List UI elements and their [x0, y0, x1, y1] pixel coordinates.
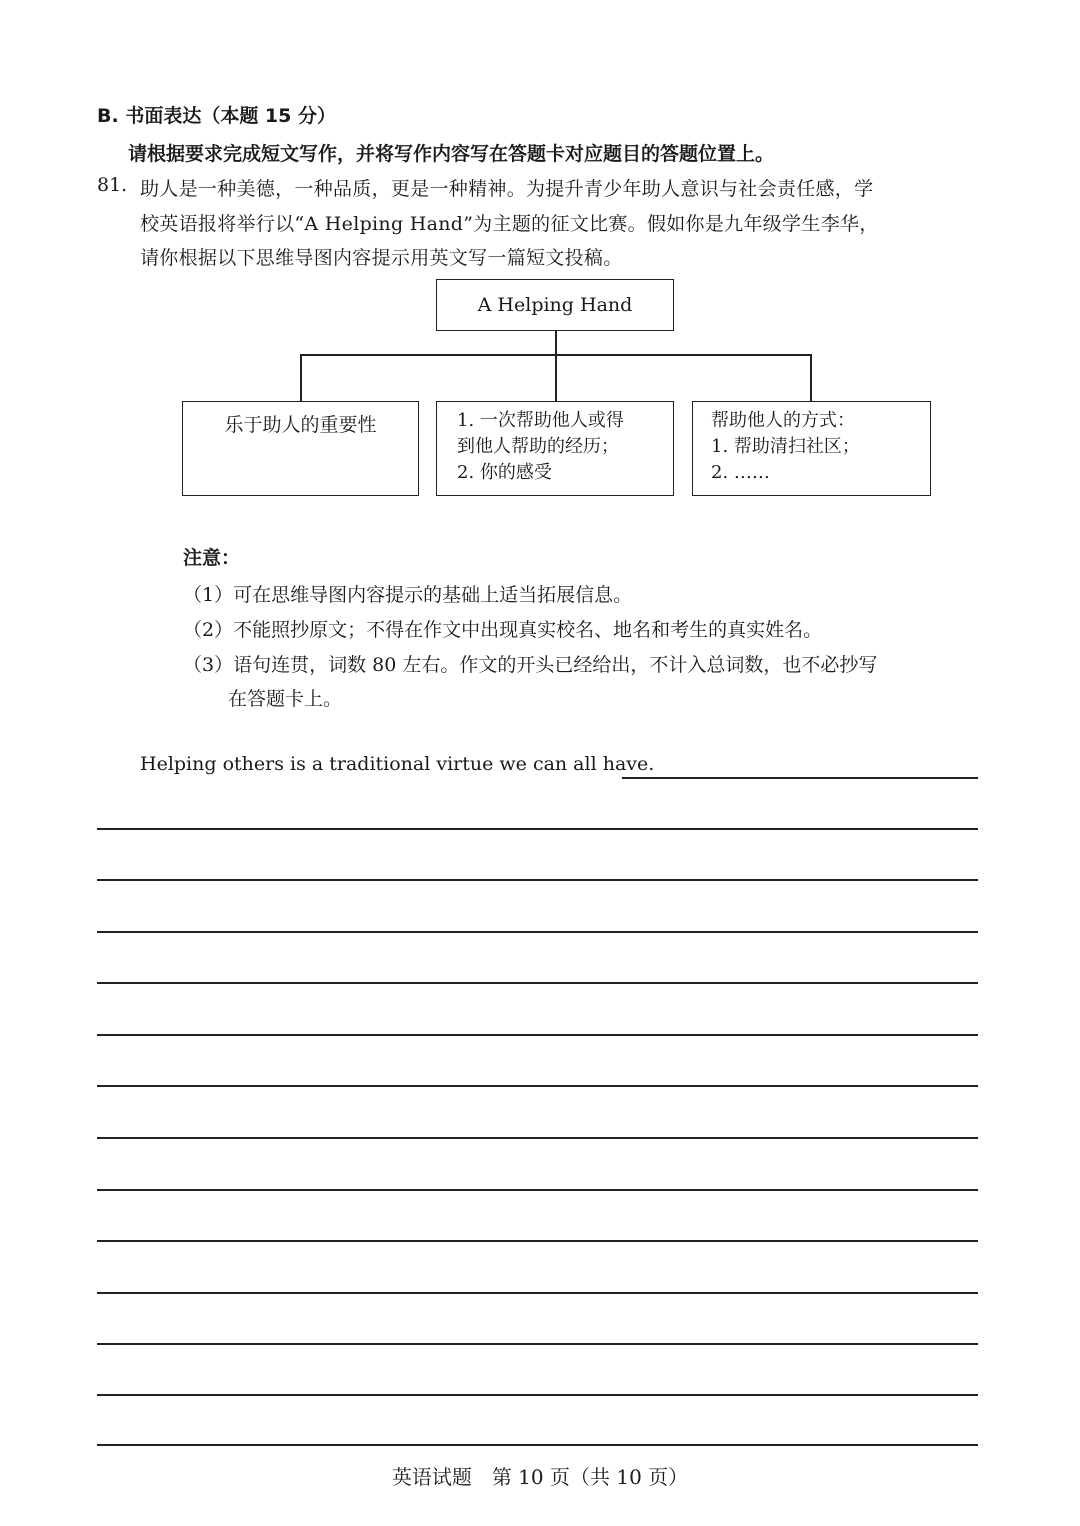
branch-2-line-2: 到他人帮助的经历；: [457, 436, 619, 457]
section-title: B. 书面表达（本题 15 分）: [97, 105, 336, 127]
question-line-1: 助人是一种美德，一种品质，更是一种精神。为提升青少年助人意识与社会责任感，学: [140, 178, 874, 200]
writing-line: [97, 1189, 978, 1191]
writing-line: [97, 879, 978, 881]
writing-line: [97, 1085, 978, 1087]
writing-line: [97, 1240, 978, 1242]
note-item-1: （1）可在思维导图内容提示的基础上适当拓展信息。: [183, 584, 633, 606]
writing-line: [97, 1034, 978, 1036]
connector-right: [810, 354, 812, 401]
page-footer: 英语试题 第 10 页（共 10 页）: [391, 1465, 689, 1489]
writing-line: [97, 982, 978, 984]
branch-1-line-1: 乐于助人的重要性: [224, 414, 377, 436]
branch-2-line-1: 1. 一次帮助他人或得: [457, 410, 624, 431]
mindmap-root: [436, 279, 674, 331]
writing-line: [97, 1137, 978, 1139]
writing-line: [622, 777, 978, 779]
notes-heading: 注意：: [183, 547, 241, 569]
writing-line: [97, 828, 978, 830]
mindmap-branch-experience: [436, 401, 674, 496]
essay-opening: Helping others is a traditional virtue we can all have.: [140, 753, 655, 775]
mindmap-branch-importance: [182, 401, 419, 496]
section-instruction: 请根据要求完成短文写作，并将写作内容写在答题卡对应题目的答题位置上。: [128, 143, 775, 165]
mindmap-root-label: A Helping Hand: [477, 294, 633, 316]
connector-left: [300, 354, 302, 401]
branch-3-line-2: 1. 帮助清扫社区；: [711, 436, 860, 457]
writing-line: [97, 1292, 978, 1294]
branch-3-line-1: 帮助他人的方式：: [711, 410, 855, 431]
branch-3-line-3: 2. ……: [711, 462, 770, 483]
note-item-3-continued: 在答题卡上。: [228, 688, 343, 710]
note-item-2: （2）不能照抄原文；不得在作文中出现真实校名、地名和考生的真实姓名。: [183, 619, 823, 641]
connector-root-stem: [555, 331, 557, 355]
connector-middle: [555, 354, 557, 401]
writing-line: [97, 1343, 978, 1345]
note-item-3: （3）语句连贯，词数 80 左右。作文的开头已经给出，不计入总词数，也不必抄写: [183, 654, 878, 676]
mindmap-branch-ways: [692, 401, 931, 496]
branch-2-line-3: 2. 你的感受: [457, 462, 552, 483]
question-line-3: 请你根据以下思维导图内容提示用英文写一篇短文投稿。: [140, 247, 623, 269]
question-line-2: 校英语报将举行以“A Helping Hand”为主题的征文比赛。假如你是九年级学生李华，: [140, 213, 879, 235]
writing-line: [97, 1394, 978, 1396]
question-number: 81.: [97, 174, 128, 196]
writing-line: [97, 1444, 978, 1446]
writing-line: [97, 931, 978, 933]
